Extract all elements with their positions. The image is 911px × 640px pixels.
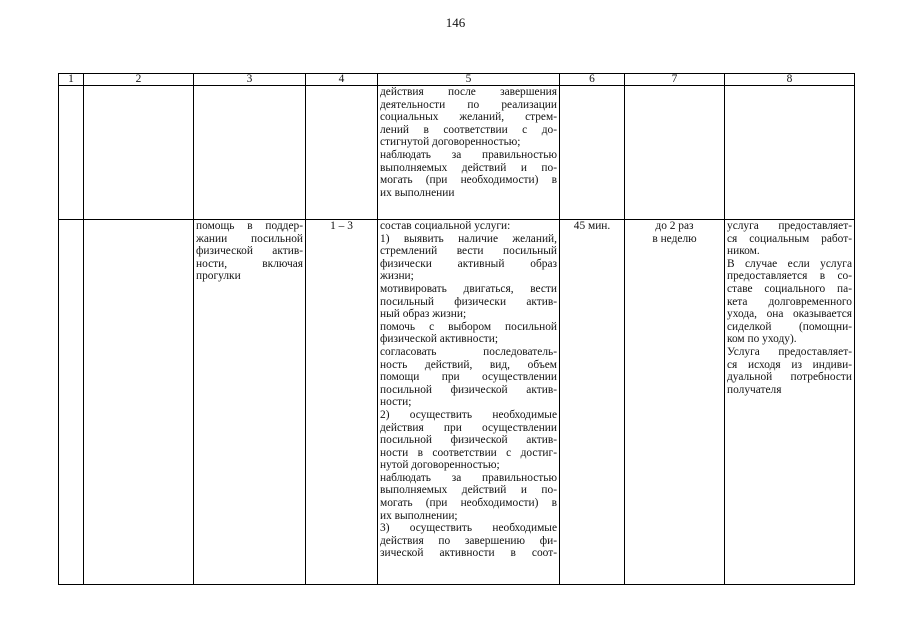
text-line: до 2 раз xyxy=(655,220,694,232)
table-cell xyxy=(84,86,194,220)
service-frequency-cell xyxy=(625,220,725,585)
services-table xyxy=(58,73,855,585)
text-line: выполняемых действий и по- xyxy=(380,484,557,497)
text-line: помощь в поддер- xyxy=(196,220,303,232)
text-line: кета долговременного xyxy=(727,295,852,308)
table-cell xyxy=(59,220,84,585)
text-line: В случае если услуга xyxy=(727,257,852,270)
text-line: ности, включая xyxy=(196,257,303,270)
service-name-cell xyxy=(194,220,306,585)
column-number-row xyxy=(59,74,855,86)
text-line: прогулки xyxy=(196,270,241,283)
column-number: 4 xyxy=(306,74,378,86)
text-line: ухода, она оказывается xyxy=(727,308,852,321)
text-line: деятельности по реализации xyxy=(380,98,557,111)
column-number: 7 xyxy=(625,74,725,86)
text-line: посильной физической актив- xyxy=(380,434,557,447)
table-cell xyxy=(84,220,194,585)
text-line: ности; xyxy=(380,396,412,409)
table-cell xyxy=(725,86,855,220)
service-note-cell xyxy=(725,220,855,585)
text-line: социальных желаний, стрем- xyxy=(380,111,557,124)
column-number: 5 xyxy=(378,74,560,86)
text-line: действия по завершению фи- xyxy=(380,534,557,547)
column-number: 6 xyxy=(560,74,625,86)
table-cell xyxy=(625,86,725,220)
text-line: 3) осуществить необходимые xyxy=(380,522,557,535)
text-line: выполняемых действий и по- xyxy=(380,161,557,174)
text-line: Услуга предоставляет- xyxy=(727,345,852,358)
text-line: ником. xyxy=(727,245,760,258)
text-line: стремлений вести посильный xyxy=(380,245,557,258)
text-line: ный образ жизни; xyxy=(380,308,467,321)
service-content-cell xyxy=(378,220,560,585)
text-line: их выполнении xyxy=(380,186,455,199)
column-number: 8 xyxy=(725,74,855,86)
text-line: стигнутой договоренностью; xyxy=(380,136,521,149)
text-line: могать (при необходимости) в xyxy=(380,497,557,510)
text-line: получателя xyxy=(727,383,782,396)
text-line: физически активный образ xyxy=(380,257,557,270)
service-grade-cell: 1 – 3 xyxy=(306,220,378,585)
text-line: ся социальным работ- xyxy=(727,232,852,245)
text-line: мотивировать двигаться, вести xyxy=(380,282,557,295)
text-line: действия при осуществлении xyxy=(380,421,557,434)
text-line: физической активности; xyxy=(380,333,499,346)
text-line: наблюдать за правильностью xyxy=(380,148,557,161)
text-line: посильной физической актив- xyxy=(380,383,557,396)
text-line: ся исходя из индиви- xyxy=(727,358,852,371)
column-number: 2 xyxy=(84,74,194,86)
text-line: состав социальной услуги: xyxy=(380,220,511,232)
text-line: ность действий, вид, объем xyxy=(380,358,557,371)
text-line: ставе социального па- xyxy=(727,282,852,295)
table-cell xyxy=(306,86,378,220)
service-content-cell xyxy=(378,86,560,220)
text-line: нутой договоренностью; xyxy=(380,459,500,472)
column-number: 1 xyxy=(59,74,84,86)
table-cell xyxy=(59,86,84,220)
text-line: услуга предоставляет- xyxy=(727,220,852,232)
column-number: 3 xyxy=(194,74,306,86)
text-line: ности в соответствии с достиг- xyxy=(380,446,557,459)
table-cell xyxy=(560,86,625,220)
text-line: предоставляется в со- xyxy=(727,270,852,283)
text-line: могать (при необходимости) в xyxy=(380,174,557,187)
table-cell xyxy=(194,86,306,220)
text-line: помощи при осуществлении xyxy=(380,371,557,384)
text-line: в неделю xyxy=(652,232,697,245)
text-line: наблюдать за правильностью xyxy=(380,471,557,484)
table-row xyxy=(59,86,855,220)
text-line: посильный физически актив- xyxy=(380,295,557,308)
text-line: жизни; xyxy=(380,270,414,283)
text-line: их выполнении; xyxy=(380,509,458,522)
table-row xyxy=(59,220,855,585)
text-line: действия после завершения xyxy=(380,86,557,98)
text-line: физической актив- xyxy=(196,245,303,258)
text-line: дуальной потребности xyxy=(727,371,852,384)
text-line: зической активности в соот- xyxy=(380,547,557,560)
text-line: согласовать последователь- xyxy=(380,345,557,358)
page-number: 146 xyxy=(445,15,466,30)
text-line: 2) осуществить необходимые xyxy=(380,408,557,421)
text-line: сиделкой (помощни- xyxy=(727,320,852,333)
text-line: жании посильной xyxy=(196,232,303,245)
service-time-cell: 45 мин. xyxy=(560,220,625,585)
text-line: лений в соответствии с до- xyxy=(380,123,557,136)
text-line: 1) выявить наличие желаний, xyxy=(380,232,557,245)
text-line: ком по уходу). xyxy=(727,333,797,346)
text-line: помочь с выбором посильной xyxy=(380,320,557,333)
